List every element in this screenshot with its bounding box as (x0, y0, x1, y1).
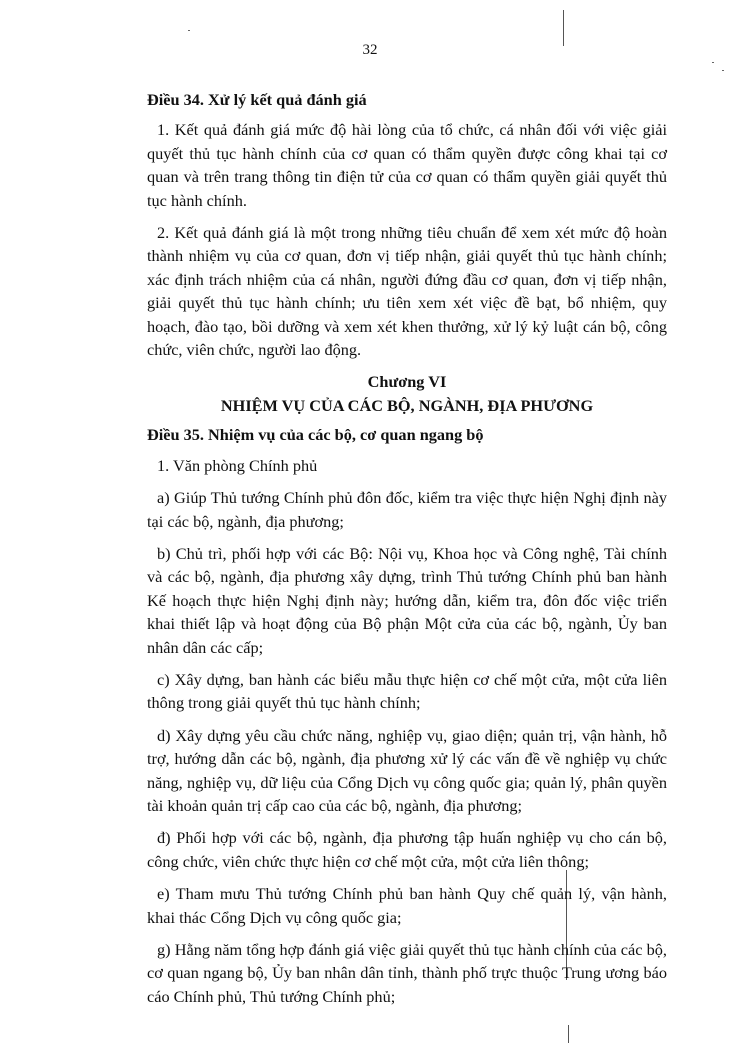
article-35-item-b: b) Chủ trì, phối hợp với các Bộ: Nội vụ, Khoa học và Công nghệ, Tài chính và các bộ, ngành, địa phương xây dựng, trình Thủ tướng Chính phủ ban hành Kế hoạch thực hiện Nghị định này; hướng dẫn, kiểm tra, đôn đốc việc triển khai thiết lập và hoạt động của Bộ phận Một cửa của các bộ, ngành, Ủy ban nhân dân các cấp; (147, 543, 667, 657)
article-35-item-c: c) Xây dựng, ban hành các biểu mẫu thực hiện cơ chế một cửa, một cửa liên thông trong giải quyết thủ tục hành chính; (147, 669, 667, 713)
document-body (147, 88, 667, 1017)
scan-speck (188, 30, 190, 31)
chapter-title: NHIỆM VỤ CỦA CÁC BỘ, NGÀNH, ĐỊA PHƯƠNG (220, 395, 594, 415)
article-35-item-g: g) Hằng năm tổng hợp đánh giá việc giải quyết thủ tục hành chính của các bộ, cơ quan ngang bộ, Ủy ban nhân dân tỉnh, thành phố trực thuộc Trung ương báo cáo Chính phủ, Thủ tướng Chính phủ; (147, 940, 667, 1006)
article-35-item-d: d) Xây dựng yêu cầu chức năng, nghiệp vụ, giao diện; quản trị, vận hành, hỗ trợ, hướng dẫn các bộ, ngành, địa phương xử lý các vấn đề về nghiệp vụ chức năng, nghiệp vụ, dữ liệu của Cổng Dịch vụ công quốc gia; quản lý, phân quyền tài khoản quản trị cấp cao của các bộ, ngành, địa phương; (147, 725, 667, 815)
article-34-para-2: 2. Kết quả đánh giá là một trong những tiêu chuẩn để xem xét mức độ hoàn thành nhiệm vụ của cơ quan, đơn vị tiếp nhận, giải quyết thủ tục hành chính; xác định trách nhiệm của cá nhân, người đứng đầu cơ quan, đơn vị tiếp nhận, giải quyết thủ tục hành chính; ưu tiên xem xét việc đề bạt, bổ nhiệm, quy hoạch, đào tạo, bồi dưỡng và xem xét khen thưởng, xử lý kỷ luật cán bộ, công chức, viên chức, người lao động. (147, 223, 667, 360)
article-34-para-1: 1. Kết quả đánh giá mức độ hài lòng của tổ chức, cá nhân đối với việc giải quyết thủ tục hành chính của cơ quan có thẩm quyền được công khai tại cơ quan và trên trang thông tin điện tử của cơ quan có thẩm quyền giải quyết thủ tục hành chính. (147, 120, 667, 210)
page-number: 32 (362, 42, 378, 58)
article-35-item-a: a) Giúp Thủ tướng Chính phủ đôn đốc, kiểm tra việc thực hiện Nghị định này tại các bộ, ngành, địa phương; (147, 488, 667, 531)
article-35-heading: Điều 35. Nhiệm vụ của các bộ, cơ quan ngang bộ (147, 425, 484, 445)
scan-mark-bottom (568, 1025, 569, 1043)
scan-speck (712, 62, 714, 63)
scan-mark-top (563, 10, 564, 46)
article-35-item-e: e) Tham mưu Thủ tướng Chính phủ ban hành Quy chế quản lý, vận hành, khai thác Cổng Dịch vụ công quốc gia; (147, 884, 667, 927)
article-35-item-1: 1. Văn phòng Chính phủ (157, 455, 318, 475)
article-34-heading: Điều 34. Xử lý kết quả đánh giá (147, 90, 367, 109)
chapter-label: Chương VI (367, 372, 447, 392)
article-35-item-dd: đ) Phối hợp với các bộ, ngành, địa phương tập huấn nghiệp vụ cho cán bộ, công chức, viên chức thực hiện cơ chế một cửa, một cửa liên thông; (147, 828, 667, 871)
scan-speck (722, 70, 724, 71)
